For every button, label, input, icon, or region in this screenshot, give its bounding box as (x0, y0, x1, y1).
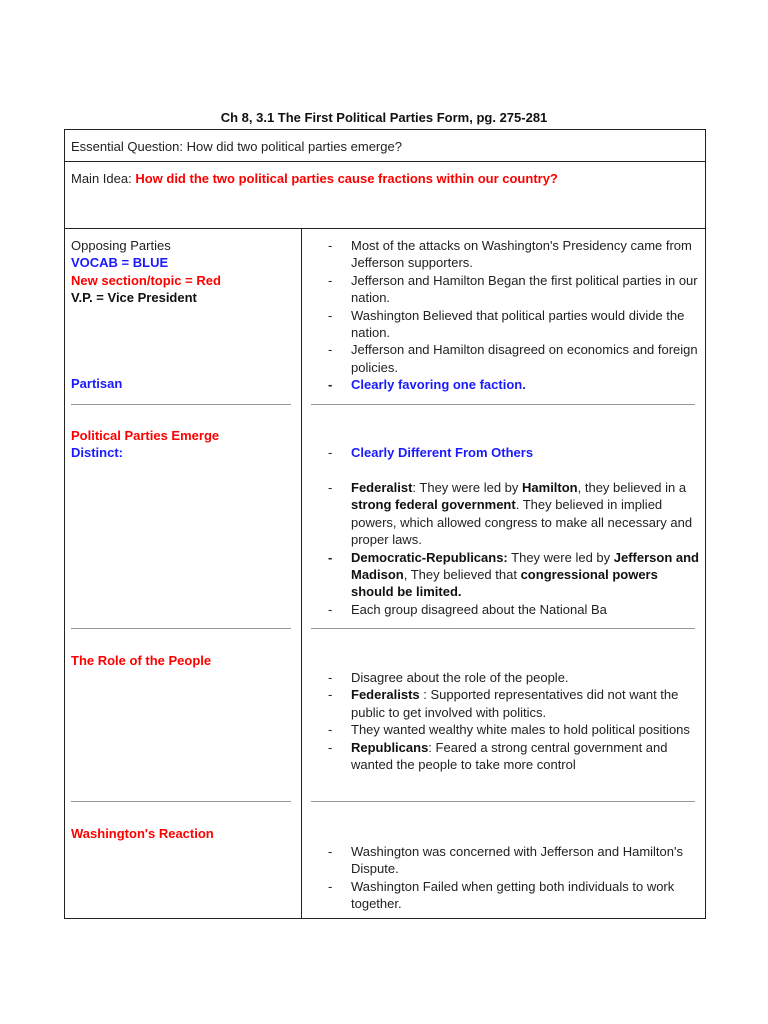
main-idea-text: How did the two political parties cause fractions within our country? (135, 171, 558, 186)
divider-right-1 (311, 404, 695, 405)
main-idea-row (65, 162, 705, 229)
vocab-key: VOCAB = BLUE (71, 255, 169, 271)
parties-emerge-block (71, 427, 219, 462)
list-item: - Disagree about the role of the people. (311, 669, 699, 686)
divider-left-2 (71, 628, 291, 629)
role-notes (311, 669, 699, 773)
essential-question: Essential Question: How did two political parties emerge? (65, 130, 705, 162)
list-item: - Jefferson and Hamilton Began the first political parties in our nation. (311, 272, 699, 307)
divider-right-2 (311, 628, 695, 629)
partisan-term: Partisan (71, 376, 123, 391)
main-idea-label: Main Idea: (71, 171, 136, 186)
distinct-term: Distinct: (71, 445, 123, 461)
opposing-parties-notes (311, 237, 699, 394)
reaction-notes (311, 843, 699, 913)
list-item: - Federalists : Supported representatives did not want the public to get involved with politics. (311, 686, 699, 721)
column-divider (301, 229, 302, 919)
list-item: - Democratic-Republicans: They were led by Jefferson and Madison, They believed that congressional powers should be limited. (311, 549, 699, 601)
distinct-definition: Clearly Different From Others (351, 445, 534, 460)
list-item: - Most of the attacks on Washington's Presidency came from Jefferson supporters. (311, 237, 699, 272)
list-item: - Republicans: Feared a strong central government and wanted the people to take more control (311, 739, 699, 774)
section-key: New section/topic = Red (71, 272, 221, 288)
role-people-heading: The Role of the People (71, 653, 212, 668)
parties-emerge-heading: Political Parties Emerge (71, 428, 220, 443)
list-item: - They wanted wealthy white males to hold political positions (311, 721, 699, 738)
legend-block (71, 237, 221, 307)
divider-left-3 (71, 801, 291, 802)
list-item: - Each group disagreed about the National Ba (311, 601, 699, 618)
vp-key: V.P. = Vice President (71, 290, 197, 306)
opposing-parties-label: Opposing Parties (71, 238, 171, 253)
page-title: Ch 8, 3.1 The First Political Parties Form, pg. 275-281 (220, 110, 548, 125)
partisan-definition: Clearly favoring one faction. (351, 377, 526, 393)
washington-reaction-heading: Washington's Reaction (71, 826, 214, 841)
notes-table (64, 129, 706, 919)
distinct-notes (311, 444, 699, 461)
list-item: - Washington Believed that political parties would divide the nation. (311, 307, 699, 342)
list-item (311, 376, 699, 393)
list-item (311, 444, 699, 461)
divider-right-3 (311, 801, 695, 802)
list-item: - Washington was concerned with Jefferson and Hamilton's Dispute. (311, 843, 699, 878)
list-item: - Washington Failed when getting both individuals to work together. (311, 878, 699, 913)
parties-notes (311, 479, 699, 618)
divider-left-1 (71, 404, 291, 405)
list-item: - Federalist: They were led by Hamilton, they believed in a strong federal government. They believed in implied powers, which allowed congress to make all necessary and proper laws. (311, 479, 699, 549)
list-item: - Jefferson and Hamilton disagreed on economics and foreign policies. (311, 341, 699, 376)
